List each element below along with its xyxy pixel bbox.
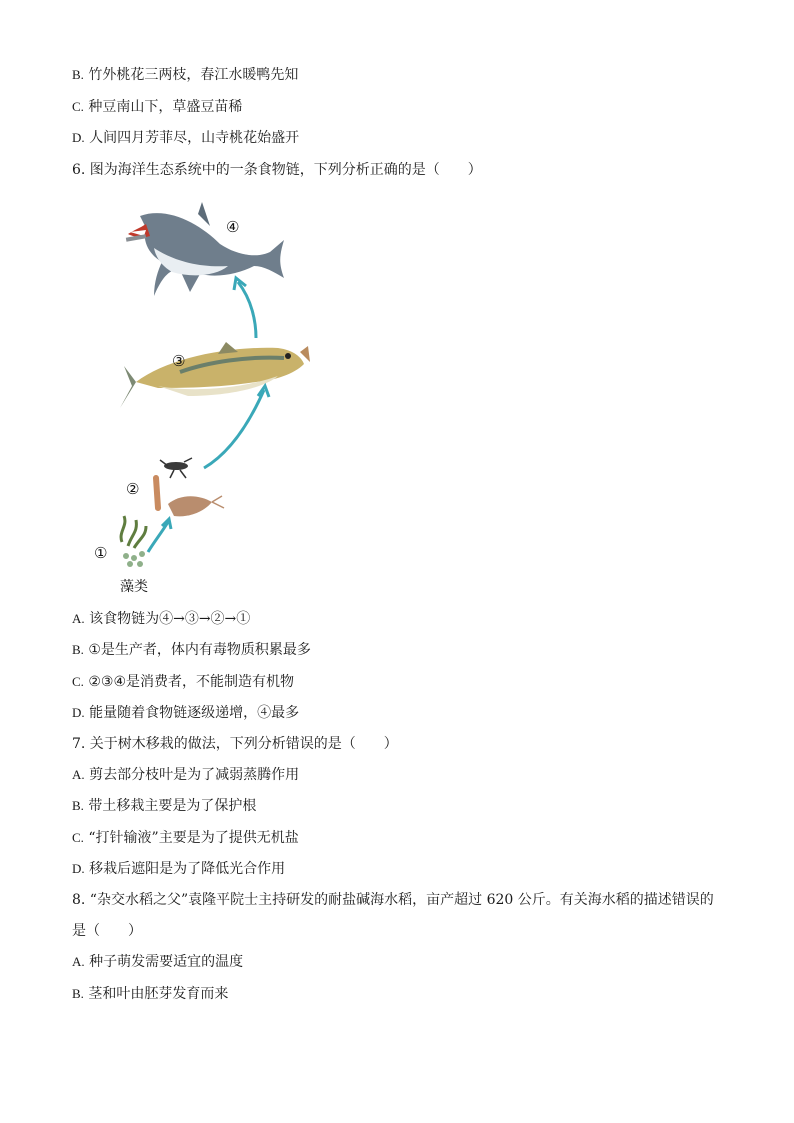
- q5-option-c: [72, 98, 242, 116]
- option-letter: C.: [72, 99, 84, 114]
- option-text: 竹外桃花三两枝，春江水暖鸭先知: [88, 67, 299, 83]
- q6-option-a: [72, 610, 250, 628]
- q8-stem-line1: 8. “杂交水稻之父”袁隆平院士主持研发的耐盐碱海水稻，亩产超过 620 公斤。有关海水稻的描述错误的: [72, 892, 714, 908]
- option-letter: D.: [72, 130, 85, 145]
- option-text: “打针输液”主要是为了提供无机盐: [88, 830, 299, 846]
- option-text: 剪去部分枝叶是为了减弱蒸腾作用: [89, 767, 300, 783]
- label-fish: ③: [172, 352, 186, 370]
- option-text: ②③④是消费者，不能制造有机物: [88, 674, 295, 690]
- option-text: 种豆南山下，草盛豆苗稀: [88, 99, 243, 115]
- option-letter: B.: [72, 986, 84, 1001]
- fish-illustration: [120, 342, 310, 408]
- q7-option-d: [72, 860, 285, 878]
- label-algae: ①: [94, 544, 108, 562]
- q5-option-b: [72, 66, 298, 84]
- q6-stem: 6. 图为海洋生态系统中的一条食物链，下列分析正确的是（ ）: [72, 162, 482, 178]
- q8-stem-line2: 是（ ）: [72, 923, 142, 939]
- option-letter: B.: [72, 67, 84, 82]
- arrow-algae-to-animals: [148, 522, 168, 552]
- food-chain-drawing: [88, 196, 328, 596]
- q8-option-a: [72, 953, 243, 971]
- q8-option-b: [72, 985, 228, 1003]
- algae-caption: 藻类: [120, 579, 148, 595]
- q6-option-d: [72, 704, 299, 722]
- option-letter: C.: [72, 830, 84, 845]
- option-letter: B.: [72, 798, 84, 813]
- small-animals-illustration: [156, 458, 224, 516]
- q7-option-a: [72, 766, 299, 784]
- q7-option-c: [72, 829, 299, 847]
- option-letter: D.: [72, 861, 85, 876]
- option-text: 种子萌发需要适宜的温度: [89, 954, 244, 970]
- option-text: 移栽后遮阳是为了降低光合作用: [89, 861, 286, 877]
- q7-option-b: [72, 797, 256, 815]
- label-small-animals: ②: [126, 480, 140, 498]
- option-text: 能量随着食物链逐级递增，④最多: [89, 705, 300, 721]
- label-shark: ④: [226, 218, 240, 236]
- q5-option-d: [72, 129, 299, 147]
- q7-stem: 7. 关于树木移栽的做法，下列分析错误的是（ ）: [72, 736, 398, 752]
- option-letter: D.: [72, 705, 85, 720]
- arrow-animals-to-fish: [204, 390, 264, 468]
- option-text: 人间四月芳菲尽，山寺桃花始盛开: [89, 130, 300, 146]
- option-text: 带土移栽主要是为了保护根: [88, 798, 257, 814]
- option-letter: B.: [72, 642, 84, 657]
- option-letter: A.: [72, 611, 85, 626]
- q6-option-b: [72, 641, 311, 659]
- option-letter: C.: [72, 674, 84, 689]
- option-letter: A.: [72, 954, 85, 969]
- algae-illustration: [121, 516, 146, 567]
- food-chain-arrows: [148, 278, 269, 552]
- arrow-fish-to-shark: [238, 282, 256, 338]
- option-text: 该食物链为④→③→②→①: [89, 611, 251, 627]
- q6-option-c: [72, 673, 294, 691]
- food-chain-figure: [88, 196, 328, 596]
- option-text: ①是生产者，体内有毒物质积累最多: [88, 642, 311, 658]
- shark-illustration: [126, 202, 284, 296]
- option-letter: A.: [72, 767, 85, 782]
- option-text: 茎和叶由胚芽发育而来: [88, 986, 229, 1002]
